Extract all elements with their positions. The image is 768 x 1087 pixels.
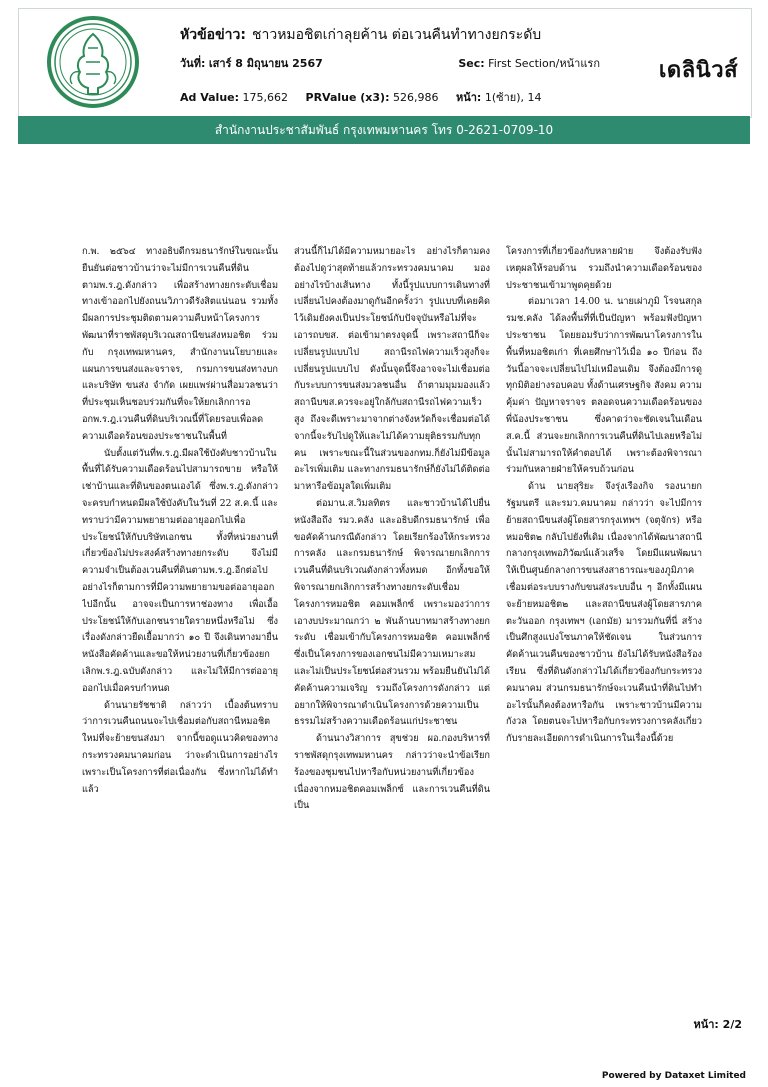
- headline-label: หัวข้อข่าว:: [180, 27, 246, 43]
- pr-value-label: PRValue (x3):: [305, 91, 390, 104]
- article-body: [82, 244, 702, 894]
- bma-seal-icon: [38, 14, 148, 110]
- article-column-1: [82, 244, 278, 894]
- paragraph: ก.พ. ๒๕๖๔ ทางอธิบดีกรมธนารักษ์ในขณะนั้นยืนยันต่อชาวบ้านว่าจะไม่มีการเวนคืนที่ดินตามพ.ร.ฎ.ดังกล่าว เพื่อสร้างทางยกระดับเชื่อมทางเข้าออกไปยังถนนวิภาวดีรังสิตแน่นอน รวมทั้งมีผลการประชุมติดตามความคืบหน้าโครงการพัฒนาที่ราชพัสดุบริเวณสถานีขนส่งหมอชิต ร่วมกับ กรุงเทพมหานคร, สำนักงานนโยบายและแผนการขนส่งและจราจร, กรมการขนส่งทางบก และบริษัท ขนส่ง จำกัด เผยแพร่ผ่านสื่อมวลชนว่า ที่ประชุมเห็นชอบร่วมกันที่จะให้ยกเลิกการออกพ.ร.ฎ.เวนคืนที่ดินบริเวณนี้ที่โดยรอบเพื่อลดความเดือดร้อนของประชาชนในพื้นที่: [82, 246, 278, 442]
- page-value: 1(ซ้าย), 14: [484, 91, 542, 104]
- page-number-label: หน้า:: [693, 1018, 719, 1031]
- paragraph: ต่อมาน.ส.วิมลทิตร และชาวบ้านได้ไปยื่นหนังสือถึง รมว.คลัง และอธิบดีกรมธนารักษ์ เพื่อขอคัดค้านกรณีดังกล่าว โดยเรียกร้องให้กระทรวงการคลัง และกรมธนารักษ์ พิจารณายกเลิกการเวนคืนที่ดินบริเวณดังกล่าวทั้งหมด อีกทั้งขอให้พิจารณายกเลิกการสร้างทางยกระดับเชื่อมโครงการหมอชิต คอมเพล็กซ์ เพราะมองว่าการเอางบประมาณกว่า ๒ พันล้านบาทมาสร้างทางยกระดับ เชื่อมเข้ากับโครงการหมอชิต คอมเพล็กซ์ ซึ่งเป็นโครงการของเอกชนไม่มีความเหมาะสม และไม่เป็นประโยชน์ต่อส่วนรวม พร้อมยืนยันไม่ได้คัดค้านความเจริญ รวมถึงโครงการดังกล่าว แต่อยากให้พิจารณาดำเนินโครงการด้วยความเป็นธรรมไม่สร้างความเดือดร้อนแก่ประชาชน: [294, 497, 490, 728]
- paragraph: โครงการที่เกี่ยวข้องกับหลายฝ่าย จึงต้องรับฟังเหตุผลให้รอบด้าน รวมถึงนำความเดือดร้อนของประชาชนเข้ามาพูดคุยด้วย: [506, 246, 702, 291]
- date-row: [180, 54, 600, 72]
- agency-band: สำนักงานประชาสัมพันธ์ กรุงเทพมหานคร โทร 0-2621-0709-10: [18, 116, 750, 144]
- paragraph: ด้านนางวิสาการ สุขช่วย ผอ.กองบริหารที่ราชพัสดุกรุงเทพมหานคร กล่าวว่าจะนำข้อเรียกร้องของชุมชนไปหารือกับหน่วยงานที่เกี่ยวข้อง เนื่องจากหมอชิตคอมเพล็กซ์ และการเวนคืนที่ดินเป็น: [294, 733, 490, 812]
- paragraph: ต่อมาเวลา 14.00 น. นายเผ่าภูมิ โรจนสกุล รมช.คลัง ได้ลงพื้นที่ที่เป็นปัญหา พร้อมฟังปัญหาประชาชน โดยยอมรับว่าการพัฒนาโครงการในพื้นที่หมอชิตเก่า ที่เคยศึกษาไว้เมื่อ ๑๐ ปีก่อน ถึงวันนี้อาจจะเปลี่ยนไปไม่เหมือนเดิม จึงต้องมีการดูทุกมิติอย่างรอบคอบ ทั้งด้านเศรษฐกิจ สังคม ความคุ้มค่า ปัญหาจราจร ตลอดจนความเดือดร้อนของพี่น้องประชาชน ซึ่งคาดว่าจะชัดเจนในเดือน ส.ค.นี้ ส่วนจะยกเลิกการเวนคืนที่ดินไปเลยหรือไม่นั้นไม่สามารถให้คำตอบได้ เพราะต้องพิจารณาร่วมกันหลายฝ่ายให้ครบถ้วนก่อน: [506, 296, 702, 476]
- newspaper-logo: เดลินิวส์: [658, 58, 738, 83]
- paragraph: ส่วนนี้ก็ไม่ได้มีความหมายอะไร อย่างไรก็ตามคงต้องไปดูว่าสุดท้ายแล้วกระทรวงคมนาคม มองอย่างไรบ้างเส้นทาง ทั้งนี้รูปแบบการเดินทางที่เปลี่ยนไปคงต้องมาดูกันอีกครั้งว่า รูปแบบที่เคยคิดไว้เดิมยังคงเป็นประโยชน์กับปัจจุบันหรือไม่ที่จะเอารถบขส. ต่อเข้ามาตรงจุดนี้ เพราะสถานีก็จะเปลี่ยนรูปแบบไป สถานีรถไฟความเร็วสูงก็จะเปลี่ยนรูปแบบไป ดังนั้นจุดนี้จึงอาจจะไม่เชื่อมต่อกับระบบการขนส่งมวลชนอื่น ถ้าตามมุมมองแล้วสถานีบขส.ควรจะอยู่ใกล้กับสถานีรถไฟความเร็วสูง ถึงจะดีเพราะมาจากต่างจังหวัดก็จะเชื่อมต่อได้ จากนี้จะรับไปดูให้และไม่ได้ความยุติธรรมกับทุกคน เพราะขณะนี้ในส่วนของกทม.ก็ยังไม่มีข้อมูลอะไรเพิ่มเติม และทางกรมธนารักษ์ก็ยังไม่ได้ติดต่อมาหารือข้อมูลใดเพิ่มเติม: [294, 246, 490, 493]
- headline: ชาวหมอชิตเก่าลุยค้าน ต่อเวนคืนทำทางยกระดับ: [251, 27, 542, 43]
- date-value: เสาร์ 8 มิถุนายน 2567: [208, 57, 323, 70]
- section-value: First Section/หน้าแรก: [488, 57, 600, 70]
- clipping-meta: [180, 24, 600, 106]
- page-number: [693, 1015, 742, 1033]
- paragraph: ด้าน นายสุริยะ จึงรุ่งเรืองกิจ รองนายกรัฐมนตรี และรมว.คมนาคม กล่าวว่า จะไปมีการย้ายสถานีขนส่งผู้โดยสารกรุงเทพฯ (จตุจักร) หรือหมอชิต๒ กลับไปยังที่เดิม เนื่องจากได้พัฒนาสถานีกลางกรุงเทพอภิวัฒน์แล้วเสร็จ โดยมีแผนพัฒนาให้เป็นศูนย์กลางการขนส่งสาธารณะของภูมิภาค เชื่อมต่อระบบรางกับขนส่งระบบอื่น ๆ อีกทั้งมีแผนจะย้ายหมอชิต๒ และสถานีขนส่งผู้โดยสารภาคตะวันออก กรุงเทพฯ (เอกมัย) มารวมกันที่นี่ สร้างเป็นศึกสูงแบ่งโซนภาคให้ชัดเจน ในส่วนการคัดค้านเวนคืนของชาวบ้าน ยังไม่ได้รับหนังสือร้องเรียน ซึ่งที่ดินดังกล่าวไม่ได้เกี่ยวข้องกับกระทรวงคมนาคม ส่วนกรมธนารักษ์จะเวนคืนนำที่ดินไปทำอะไรนั้นก็คงต้องหารือกัน เพราะชาวบ้านมีความกังวล โดยตนจะไปหารือกับกระทรวงการคลังเกี่ยวกับรายละเอียดการดำเนินการในเรื่องนี้ด้วย: [506, 481, 702, 745]
- article-column-3: [506, 244, 702, 894]
- powered-by: Powered by Dataxet Limited: [601, 1071, 746, 1081]
- date-label: วันที่:: [180, 57, 206, 70]
- page-label: หน้า:: [455, 91, 482, 104]
- ad-value-label: Ad Value:: [180, 91, 240, 104]
- headline-row: [180, 24, 600, 46]
- logo-area: [18, 8, 168, 116]
- article-column-2: [294, 244, 490, 894]
- section-label: Sec:: [458, 57, 485, 70]
- pr-value: 526,986: [392, 91, 439, 104]
- ad-value: 175,662: [242, 91, 289, 104]
- paragraph: ด้านนายรัชชาติ กล่าวว่า เบื้องต้นทราบว่าการเวนคืนถนนจะไปเชื่อมต่อกับสถานีหมอชิตใหม่ที่จะย้ายขนส่งมา จากนี้ขอดูแนวคิดของทางกระทรวงคมนาคมก่อน ว่าจะดำเนินการอย่างไร เพราะเป็นโครงการที่ต่อเนื่องกัน ซึ่งหากไม่ได้ทำแล้ว: [82, 699, 278, 795]
- page-number-value: 2/2: [722, 1018, 742, 1031]
- paragraph: นับตั้งแต่วันที่พ.ร.ฎ.มีผลใช้บังคับชาวบ้านในพื้นที่ได้รับความเดือดร้อนไปสามารถขาย หรือให้เช่าบ้านและที่ดินของตนเองได้ ซึ่งพ.ร.ฎ.ดังกล่าวจะครบกำหนดมีผลใช้บังคับในวันที่ 22 ส.ค.นี้ และทราบว่ามีความพยายามต่ออายุออกไปเพื่อประโยชน์ให้กับบริษัทเอกชน ทั้งที่หน่วยงานที่เกี่ยวข้องไม่ประสงค์สร้างทางยกระดับ จึงไม่มีความจำเป็นต้องเวนคืนที่ดินตามพ.ร.ฎ.อีกต่อไป อย่างไรก็ตามการที่มีความพยายามขอต่ออายุออกไปอีกนั้น อาจจะเป็นการหาช่องทาง เพื่อเอื้อประโยชน์ให้กับเอกชนรายใดรายหนึ่งหรือไม่ ซึ่งเรื่องดังกล่าวยืดเยื้อมากว่า ๑๐ ปี จึงเดินทางมายื่นหนังสือคัดค้านและขอให้หน่วยงานที่เกี่ยวข้องยกเลิกพ.ร.ฎ.ฉบับดังกล่าว และไม่ให้มีการต่ออายุออกไปเมื่อครบกำหนด: [82, 447, 278, 694]
- value-row: [180, 88, 600, 106]
